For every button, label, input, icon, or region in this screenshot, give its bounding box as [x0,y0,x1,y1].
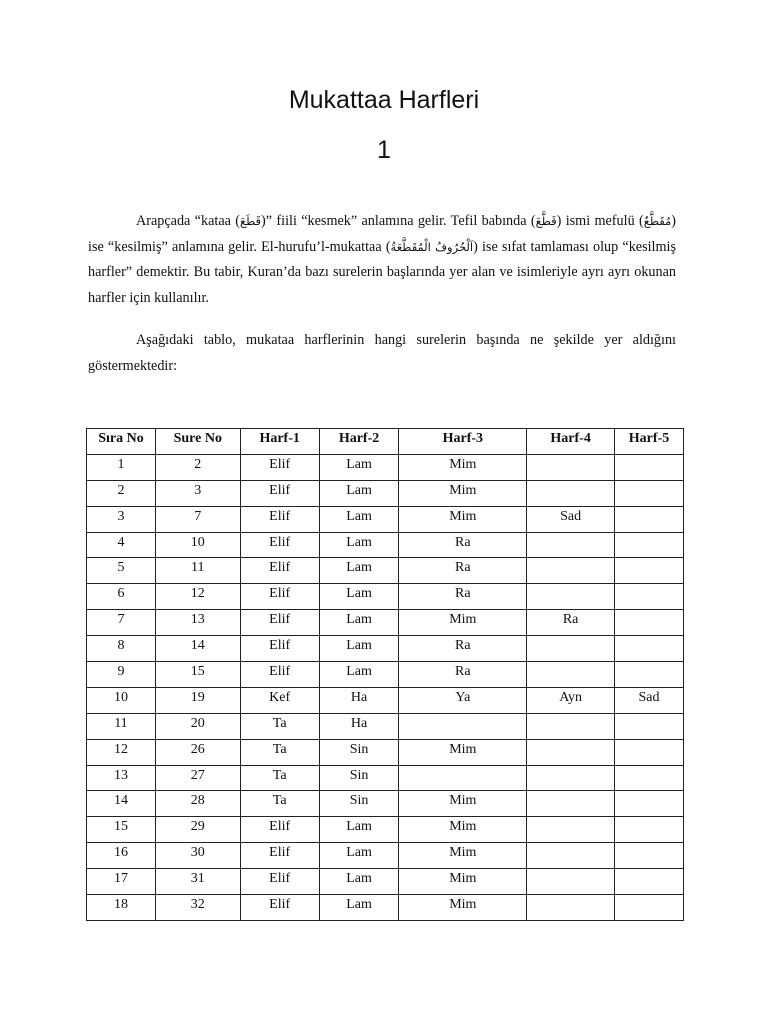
cell-sure-no: 12 [155,584,240,610]
cell-sure-no: 26 [155,739,240,765]
cell-harf-1: Ta [240,739,319,765]
cell-harf-5 [615,895,684,921]
cell-harf-4 [527,532,615,558]
cell-sira-no: 12 [87,739,156,765]
cell-sira-no: 4 [87,532,156,558]
cell-harf-3: Ra [399,532,527,558]
cell-sure-no: 32 [155,895,240,921]
cell-harf-4 [527,843,615,869]
table-row [87,895,684,921]
cell-harf-5 [615,662,684,688]
cell-harf-1: Kef [240,687,319,713]
cell-harf-2: Lam [319,662,399,688]
arabic-word-kataa: قَطَعَ [239,214,262,228]
cell-harf-1: Elif [240,532,319,558]
cell-harf-3 [399,765,527,791]
cell-harf-4 [527,817,615,843]
cell-harf-2: Lam [319,843,399,869]
cell-sira-no: 15 [87,817,156,843]
cell-sure-no: 30 [155,843,240,869]
cell-harf-3: Mim [399,610,527,636]
table-row [87,480,684,506]
cell-sure-no: 15 [155,662,240,688]
cell-harf-5 [615,532,684,558]
cell-harf-4 [527,739,615,765]
header-harf-5: Harf-5 [615,429,684,455]
cell-harf-5 [615,558,684,584]
cell-sure-no: 28 [155,791,240,817]
table-body [87,454,684,920]
cell-harf-4 [527,480,615,506]
cell-harf-3: Mim [399,480,527,506]
header-harf-1: Harf-1 [240,429,319,455]
cell-sira-no: 14 [87,791,156,817]
table-row [87,584,684,610]
intro-text-2: )” fiili “kesmek” anlamına gelir. Tefil babında ( [261,213,536,229]
cell-sira-no: 10 [87,687,156,713]
cell-harf-5 [615,843,684,869]
table-row [87,869,684,895]
cell-harf-1: Elif [240,662,319,688]
cell-harf-2: Sin [319,739,399,765]
cell-harf-3: Mim [399,843,527,869]
cell-sure-no: 11 [155,558,240,584]
cell-harf-1: Elif [240,584,319,610]
cell-harf-4 [527,662,615,688]
cell-harf-4 [527,584,615,610]
cell-harf-2: Lam [319,558,399,584]
cell-harf-1: Elif [240,506,319,532]
cell-sure-no: 31 [155,869,240,895]
table-row [87,454,684,480]
cell-harf-1: Elif [240,843,319,869]
cell-harf-4: Ra [527,610,615,636]
table-row [87,739,684,765]
table-intro-paragraph: Aşağıdaki tablo, mukataa harflerinin hangi surelerin başında ne şekilde yer aldığını göstermektedir: [88,332,676,374]
cell-harf-3: Mim [399,506,527,532]
table-row [87,843,684,869]
cell-harf-1: Elif [240,869,319,895]
cell-harf-3: Mim [399,454,527,480]
cell-harf-2: Sin [319,791,399,817]
cell-sira-no: 18 [87,895,156,921]
cell-harf-3: Ra [399,662,527,688]
cell-sira-no: 6 [87,584,156,610]
cell-harf-5 [615,869,684,895]
table-row [87,506,684,532]
cell-sure-no: 19 [155,687,240,713]
page-title: Mukattaa Harfleri [288,86,480,114]
cell-harf-1: Elif [240,895,319,921]
cell-harf-2: Lam [319,532,399,558]
cell-harf-1: Elif [240,610,319,636]
header-sure-no: Sure No [155,429,240,455]
cell-harf-2: Lam [319,895,399,921]
cell-harf-5 [615,454,684,480]
cell-harf-5 [615,584,684,610]
cell-harf-1: Ta [240,791,319,817]
cell-harf-4: Sad [527,506,615,532]
cell-sira-no: 8 [87,636,156,662]
cell-sure-no: 14 [155,636,240,662]
cell-harf-1: Elif [240,454,319,480]
cell-harf-4 [527,558,615,584]
cell-harf-3: Ra [399,558,527,584]
cell-harf-2: Lam [319,506,399,532]
cell-harf-5 [615,636,684,662]
cell-sure-no: 27 [155,765,240,791]
table-header-row [87,429,684,455]
cell-harf-2: Lam [319,584,399,610]
table-row [87,662,684,688]
intro-text-3: ) ismi mefulü ( [556,213,644,229]
cell-harf-3: Ra [399,636,527,662]
cell-harf-3: Mim [399,869,527,895]
cell-harf-3: Mim [399,739,527,765]
cell-harf-5 [615,713,684,739]
arabic-word-tefil: قَطَّعَ [535,214,557,228]
cell-sure-no: 13 [155,610,240,636]
section-number: 1 [377,136,391,164]
mukattaa-table [86,428,684,921]
cell-sira-no: 17 [87,869,156,895]
table-row [87,713,684,739]
cell-harf-3: Mim [399,791,527,817]
cell-harf-5 [615,817,684,843]
table-row [87,636,684,662]
cell-harf-5 [615,506,684,532]
cell-sira-no: 13 [87,765,156,791]
arabic-word-mukatta: مُقَطَّعٌ [643,214,672,228]
table-row [87,687,684,713]
table-row [87,558,684,584]
cell-harf-1: Elif [240,558,319,584]
cell-sure-no: 10 [155,532,240,558]
cell-harf-4: Ayn [527,687,615,713]
intro-paragraph [88,209,676,311]
table-row [87,532,684,558]
cell-harf-2: Ha [319,713,399,739]
cell-harf-5 [615,791,684,817]
intro-text-4: ) ise “kesilmiş” anlamına gelir. El-hurufu’l-mukattaa ( [88,213,677,255]
table-row [87,765,684,791]
cell-sira-no: 5 [87,558,156,584]
cell-harf-2: Lam [319,817,399,843]
cell-harf-4 [527,713,615,739]
table-row [87,791,684,817]
cell-harf-3: Mim [399,895,527,921]
cell-harf-4 [527,765,615,791]
cell-harf-3: Ya [399,687,527,713]
cell-sira-no: 1 [87,454,156,480]
cell-sira-no: 2 [87,480,156,506]
cell-harf-1: Elif [240,480,319,506]
header-harf-4: Harf-4 [527,429,615,455]
cell-harf-4 [527,791,615,817]
cell-harf-4 [527,454,615,480]
cell-harf-3: Mim [399,817,527,843]
cell-harf-2: Lam [319,454,399,480]
cell-sira-no: 7 [87,610,156,636]
header-harf-3: Harf-3 [399,429,527,455]
cell-harf-2: Lam [319,636,399,662]
cell-harf-5 [615,765,684,791]
cell-harf-5 [615,739,684,765]
cell-harf-4 [527,895,615,921]
header-sira-no: Sıra No [87,429,156,455]
cell-harf-1: Ta [240,765,319,791]
intro-text-5: ) ise sıfat tamlaması olup “kesilmiş harfler” demektir. Bu tabir, Kuran’da bazı surelerin başlarında yer alan ve isimleriyle ayrı ayrı okunan harfler için kullanılır. [88,238,676,306]
cell-sure-no: 7 [155,506,240,532]
cell-sira-no: 3 [87,506,156,532]
cell-harf-2: Ha [319,687,399,713]
cell-harf-4 [527,636,615,662]
header-harf-2: Harf-2 [319,429,399,455]
cell-harf-2: Sin [319,765,399,791]
cell-harf-1: Ta [240,713,319,739]
cell-harf-4 [527,869,615,895]
cell-sure-no: 20 [155,713,240,739]
cell-harf-1: Elif [240,817,319,843]
cell-sure-no: 29 [155,817,240,843]
cell-harf-5: Sad [615,687,684,713]
cell-harf-5 [615,480,684,506]
cell-sira-no: 16 [87,843,156,869]
cell-sure-no: 3 [155,480,240,506]
cell-harf-5 [615,610,684,636]
cell-sure-no: 2 [155,454,240,480]
cell-harf-2: Lam [319,480,399,506]
cell-harf-2: Lam [319,869,399,895]
cell-harf-3: Ra [399,584,527,610]
cell-harf-2: Lam [319,610,399,636]
cell-harf-3 [399,713,527,739]
table-row [87,817,684,843]
intro-text-1: Arapçada “kataa ( [136,213,240,229]
cell-sira-no: 9 [87,662,156,688]
cell-harf-1: Elif [240,636,319,662]
arabic-phrase-huruf: اَلْحُرُوفُ الْمُقَطَّعَةُ [390,239,474,254]
cell-sira-no: 11 [87,713,156,739]
table-row [87,610,684,636]
